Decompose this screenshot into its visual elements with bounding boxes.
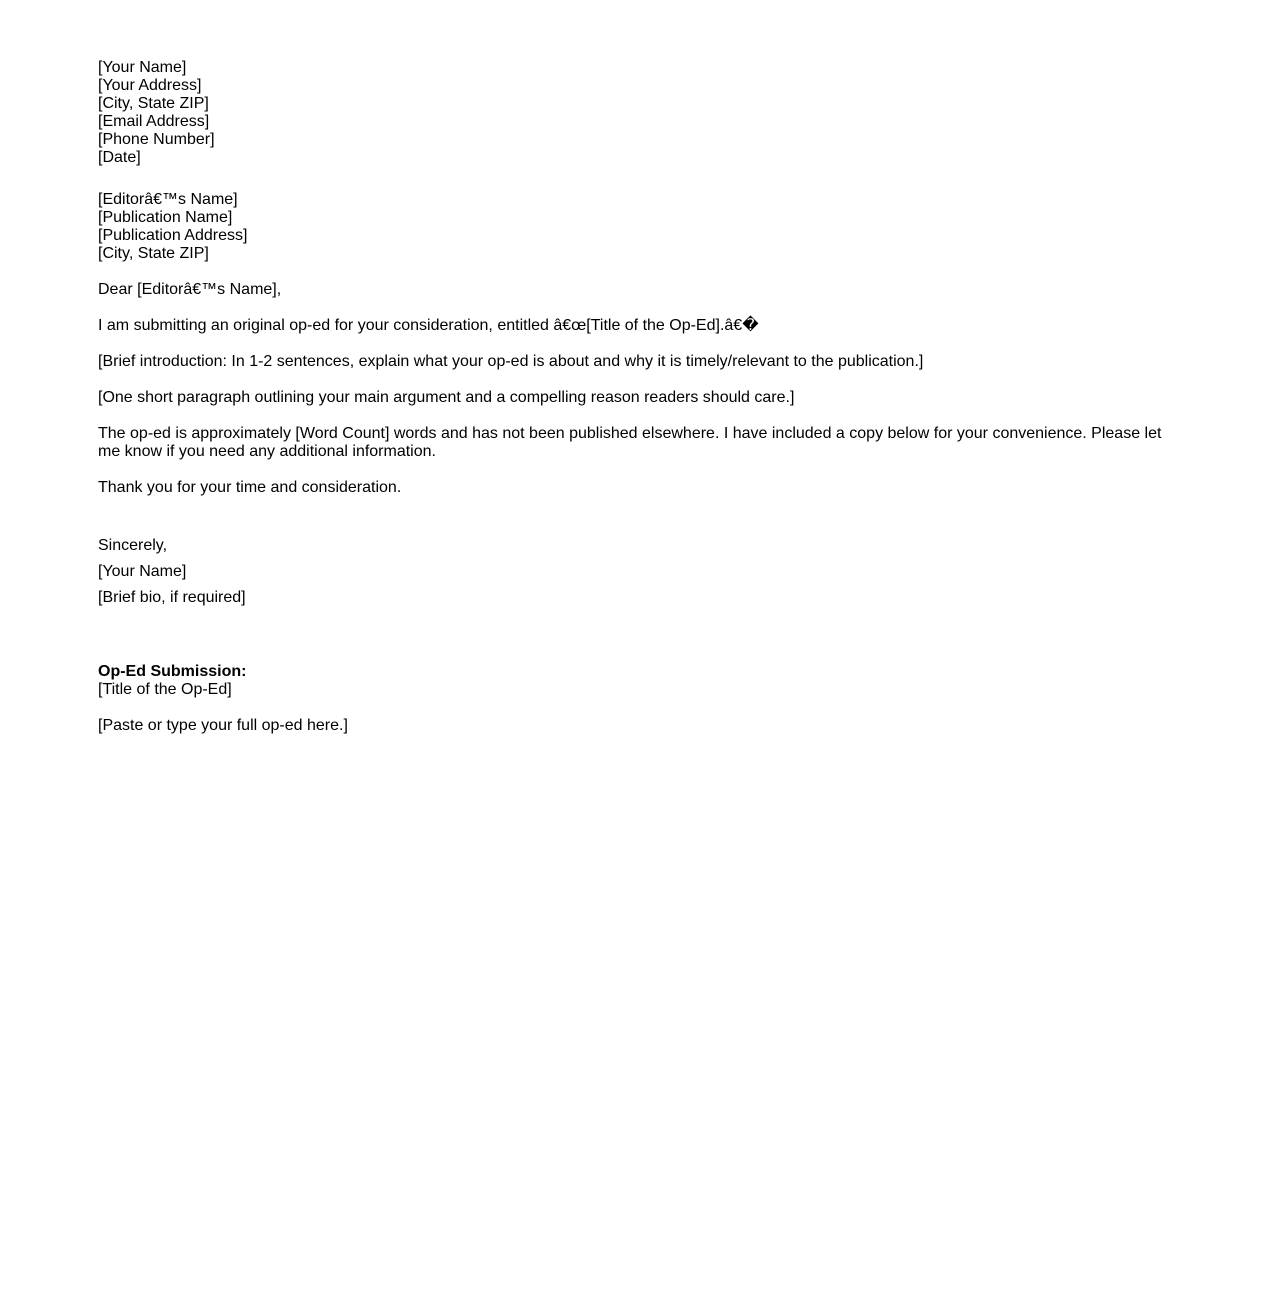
recipient-city: [City, State ZIP] [98,245,209,262]
closing-block [98,533,1178,611]
sender-phone: [Phone Number] [98,131,215,148]
recipient-address: [Publication Address] [98,227,248,244]
valediction: Sincerely, [98,537,168,554]
sender-name: [Your Name] [98,59,187,76]
paragraph-thanks: Thank you for your time and consideration. [98,479,402,496]
submission-block [98,663,1178,735]
paragraph-intro: I am submitting an original op-ed for your consideration, entitled â€œ[Title of the Op-Ed].â€� [98,317,759,334]
recipient-block [98,191,1178,263]
submission-heading: Op-Ed Submission: [98,663,247,680]
sender-date: [Date] [98,149,141,166]
recipient-publication: [Publication Name] [98,209,233,226]
sender-block [98,59,1178,167]
salutation: Dear [Editorâ€™s Name], [98,281,282,298]
recipient-editor: [Editorâ€™s Name] [98,191,238,208]
closing-bio: [Brief bio, if required] [98,589,246,606]
letter-document [98,59,1178,735]
sender-email: [Email Address] [98,113,210,130]
paragraph-wordcount: The op-ed is approximately [Word Count] words and has not been published elsewhere. I have included a copy below for your convenience. Please let me know if you need any additional information. [98,425,1166,460]
sender-address: [Your Address] [98,77,202,94]
paragraph-argument: [One short paragraph outlining your main argument and a compelling reason readers should care.] [98,389,795,406]
sender-city: [City, State ZIP] [98,95,209,112]
submission-body: [Paste or type your full op-ed here.] [98,717,348,734]
paragraph-brief: [Brief introduction: In 1-2 sentences, explain what your op-ed is about and why it is timely/relevant to the publication.] [98,353,924,370]
submission-title: [Title of the Op-Ed] [98,681,232,698]
closing-name: [Your Name] [98,563,187,580]
